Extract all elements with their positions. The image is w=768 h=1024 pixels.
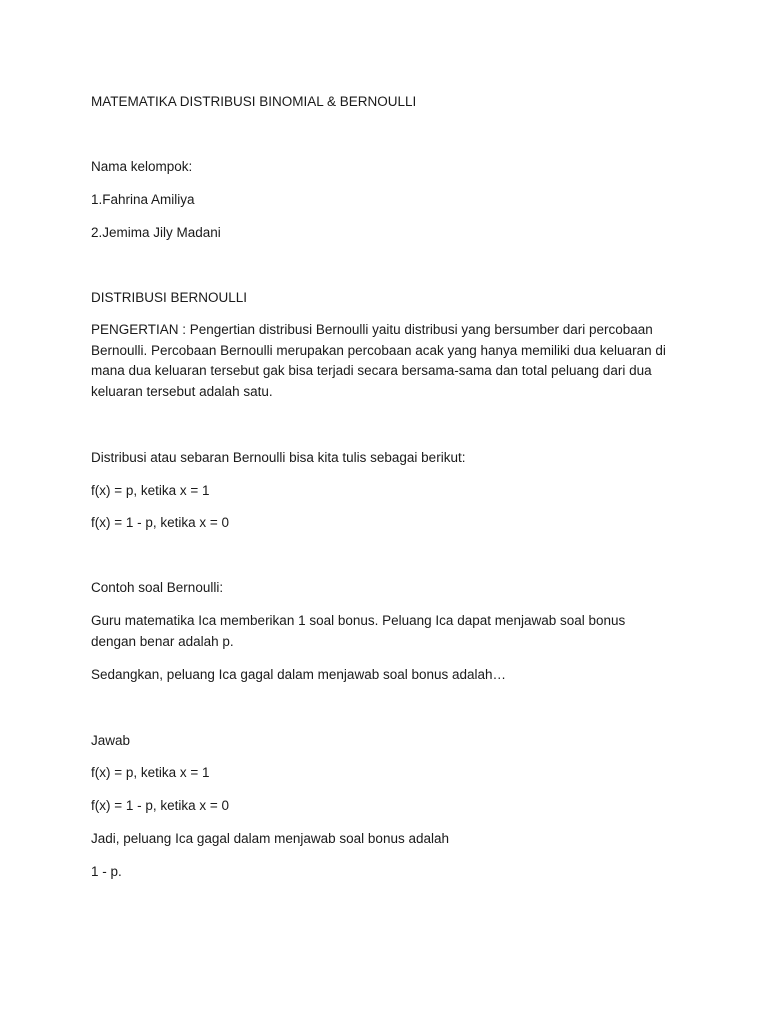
example-line-1: Guru matematika Ica memberikan 1 soal bonus. Peluang Ica dapat menjawab soal bonus xyxy=(91,613,626,628)
definition-line-4: keluaran tersebut adalah satu. xyxy=(91,383,273,399)
section-title: DISTRIBUSI BERNOULLI xyxy=(91,290,248,305)
answer-formula-1: f(x) = p, ketika x = 1 xyxy=(91,765,210,780)
document-title: MATEMATIKA DISTRIBUSI BINOMIAL & BERNOULLI xyxy=(91,94,417,109)
definition-line-2: Bernoulli. Percobaan Bernoulli merupakan percobaan acak yang hanya memiliki dua keluaran di xyxy=(91,342,666,358)
definition-line-1: PENGERTIAN : Pengertian distribusi Bernoulli yaitu distribusi yang bersumber dari percobaan xyxy=(91,322,653,337)
answer-formula-2: f(x) = 1 - p, ketika x = 0 xyxy=(91,798,230,813)
result: 1 - p. xyxy=(91,864,122,879)
example-title: Contoh soal Bernoulli: xyxy=(91,580,224,595)
example-question: Sedangkan, peluang Ica gagal dalam menjawab soal bonus adalah… xyxy=(91,667,507,682)
distribution-intro: Distribusi atau sebaran Bernoulli bisa kita tulis sebagai berikut: xyxy=(91,450,466,465)
formula-2: f(x) = 1 - p, ketika x = 0 xyxy=(91,515,230,530)
formula-1: f(x) = p, ketika x = 1 xyxy=(91,483,210,498)
member-1: 1.Fahrina Amiliya xyxy=(91,192,195,207)
answer-label: Jawab xyxy=(91,733,131,748)
group-label: Nama kelompok: xyxy=(91,159,193,174)
example-paragraph xyxy=(91,611,681,652)
definition-line-3: mana dua keluaran tersebut gak bisa terjadi secara bersama-sama dan total peluang dari dua xyxy=(91,363,652,378)
conclusion: Jadi, peluang Ica gagal dalam menjawab soal bonus adalah xyxy=(91,831,450,846)
definition-paragraph xyxy=(91,320,681,402)
member-2: 2.Jemima Jily Madani xyxy=(91,225,221,240)
example-line-2: dengan benar adalah p. xyxy=(91,633,234,649)
